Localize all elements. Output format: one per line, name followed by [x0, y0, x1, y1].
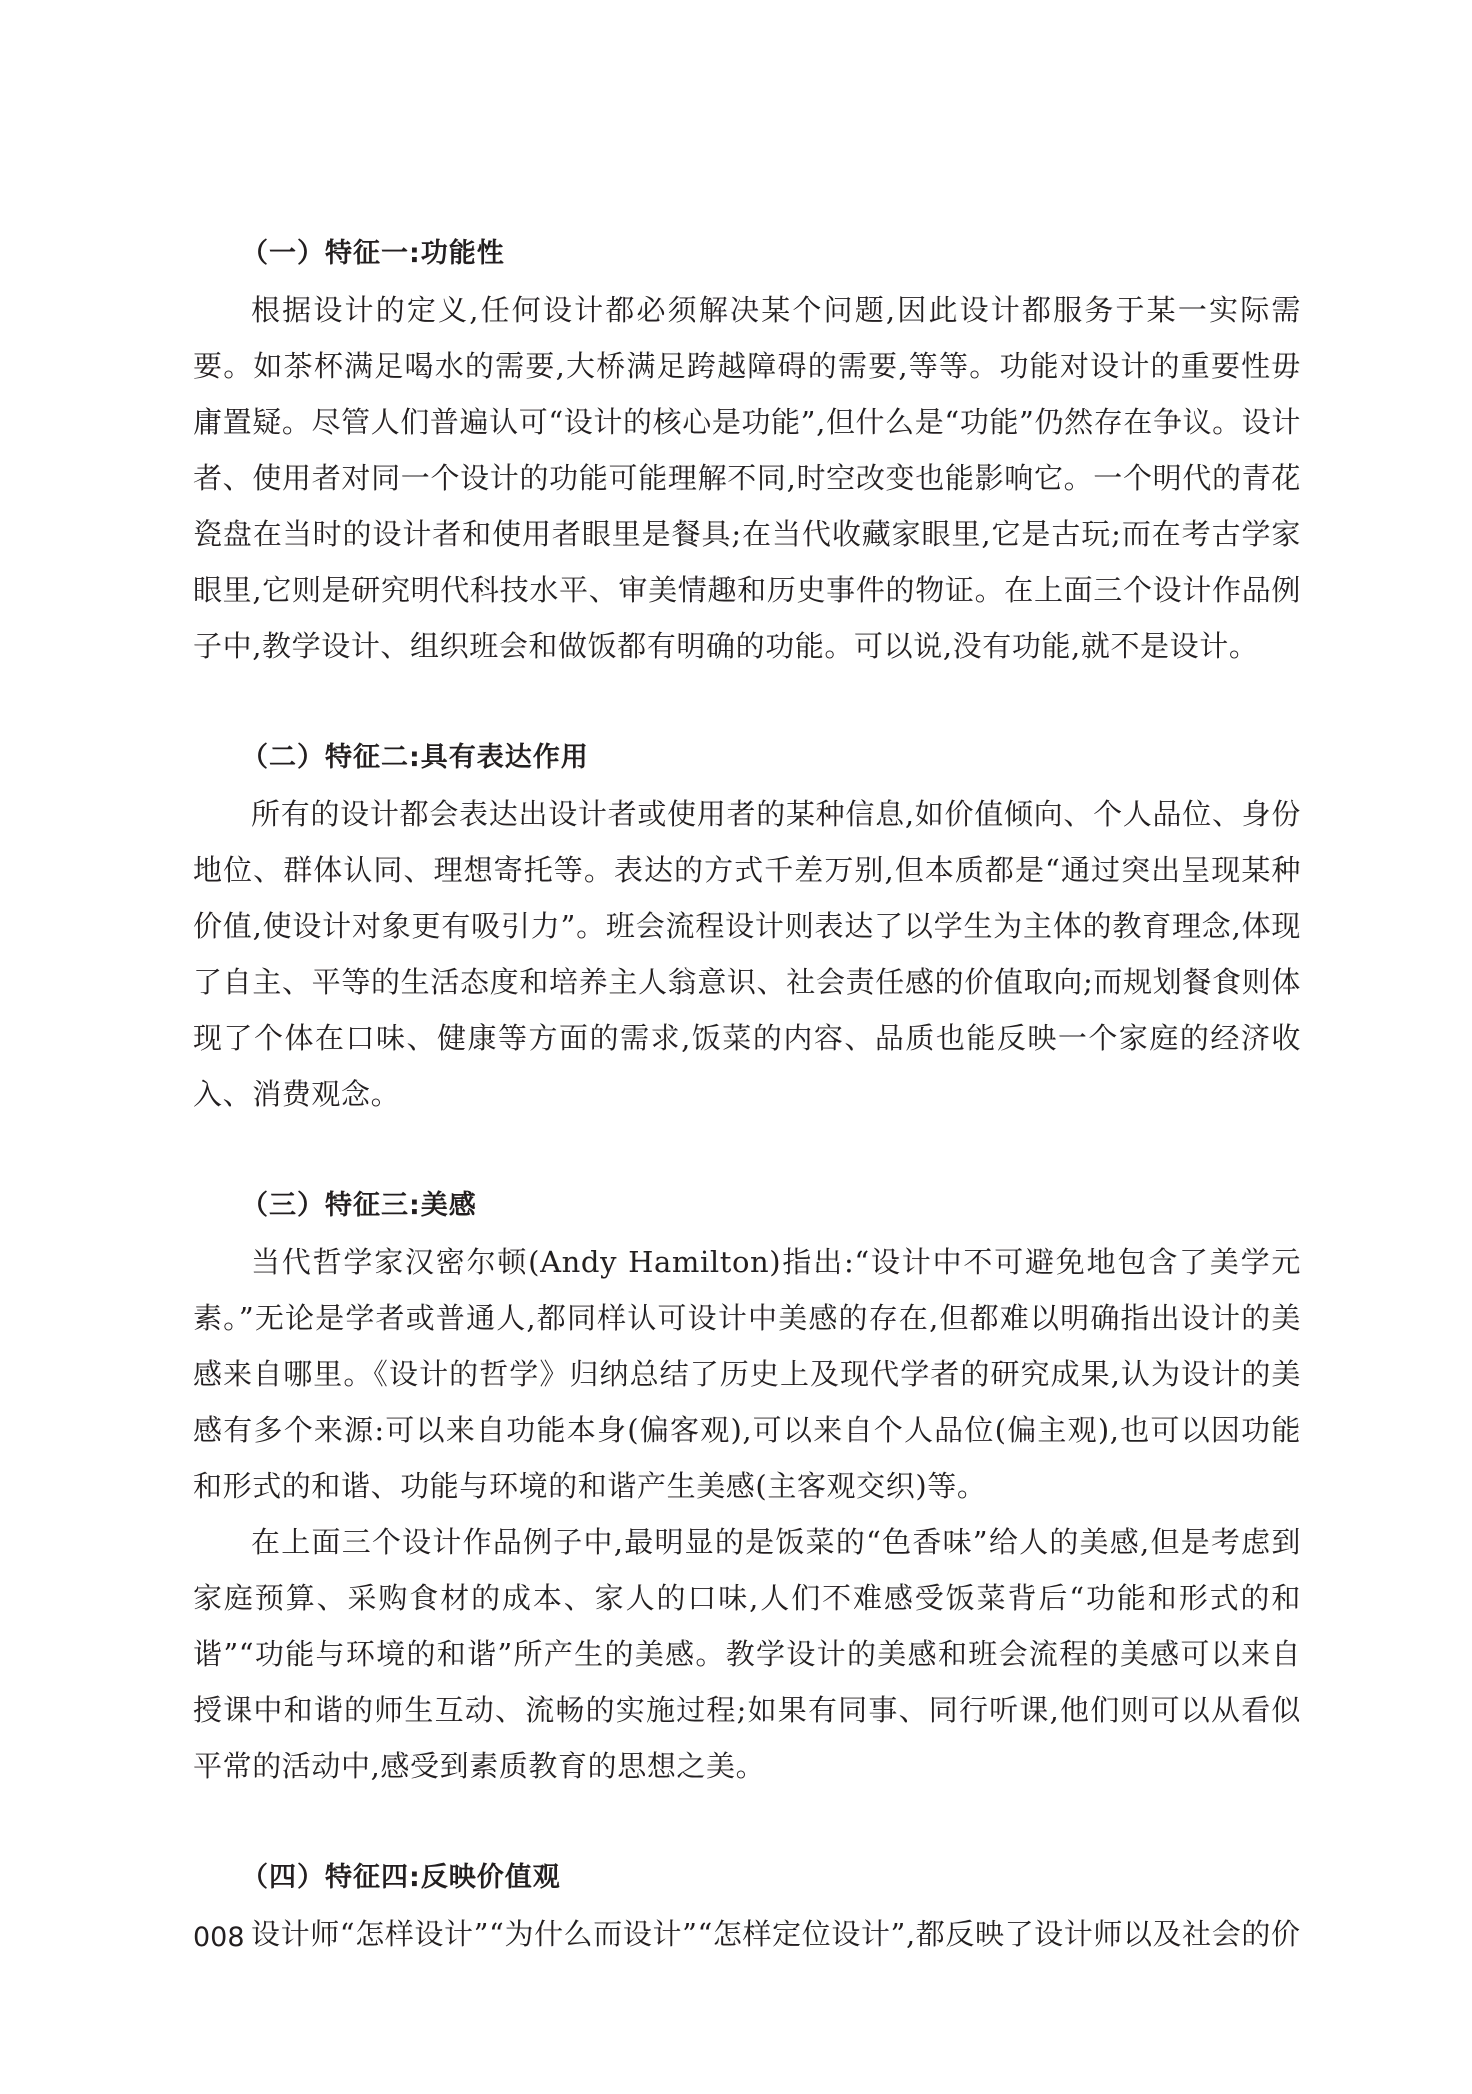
paragraph: 根据设计的定义,任何设计都必须解决某个问题,因此设计都服务于某一实际需要。如茶杯满足喝水的需要,大桥满足跨越障碍的需要,等等。功能对设计的重要性毋庸置疑。尽管人们普遍认可“设计的核心是功能”,但什么是“功能”仍然存在争议。设计者、使用者对同一个设计的功能可能理解不同,时空改变也能影响它。一个明代的青花瓷盘在当时的设计者和使用者眼里是餐具;在当代收藏家眼里,它是古玩;而在考古学家眼里,它则是研究明代科技水平、审美情趣和历史事件的物证。在上面三个设计作品例子中,教学设计、组织班会和做饭都有明确的功能。可以说,没有功能,就不是设计。: [193, 293, 1301, 663]
section-aesthetics: [193, 1178, 1301, 1794]
section-expression: [193, 730, 1301, 1122]
section-heading: （二）特征二:具有表达作用: [241, 742, 589, 773]
paragraph: 设计师“怎样设计”“为什么而设计”“怎样定位设计”,都反映了设计师以及社会的价: [251, 1917, 1301, 1951]
paragraph: 在上面三个设计作品例子中,最明显的是饭菜的“色香味”给人的美感,但是考虑到家庭预算、采购食材的成本、家人的口味,人们不难感受饭菜背后“功能和形式的和谐”“功能与环境的和谐”所产生的美感。教学设计的美感和班会流程的美感可以来自授课中和谐的师生互动、流畅的实施过程;如果有同事、同行听课,他们则可以从看似平常的活动中,感受到素质教育的思想之美。: [193, 1525, 1301, 1783]
section-heading: （三）特征三:美感: [241, 1190, 477, 1221]
paragraph: 当代哲学家汉密尔顿(Andy Hamilton)指出:“设计中不可避免地包含了美学元素。”无论是学者或普通人,都同样认可设计中美感的存在,但都难以明确指出设计的美感来自哪里。《设计的哲学》归纳总结了历史上及现代学者的研究成果,认为设计的美感有多个来源:可以来自功能本身(偏客观),可以来自个人品位(偏主观),也可以因功能和形式的和谐、功能与环境的和谐产生美感(主客观交织)等。: [193, 1245, 1301, 1503]
section-function: [193, 226, 1301, 674]
section-heading: （四）特征四:反映价值观: [241, 1862, 561, 1893]
paragraph: 所有的设计都会表达出设计者或使用者的某种信息,如价值倾向、个人品位、身份地位、群体认同、理想寄托等。表达的方式千差万别,但本质都是“通过突出呈现某种价值,使设计对象更有吸引力”。班会流程设计则表达了以学生为主体的教育理念,体现了自主、平等的生活态度和培养主人翁意识、社会责任感的价值取向;而规划餐食则体现了个体在口味、健康等方面的需求,饭菜的内容、品质也能反映一个家庭的经济收入、消费观念。: [193, 797, 1301, 1111]
section-values: [193, 1850, 1301, 1962]
page-number: 008: [193, 1922, 245, 1953]
section-heading: （一）特征一:功能性: [241, 238, 505, 269]
page-body: [193, 226, 1301, 1962]
